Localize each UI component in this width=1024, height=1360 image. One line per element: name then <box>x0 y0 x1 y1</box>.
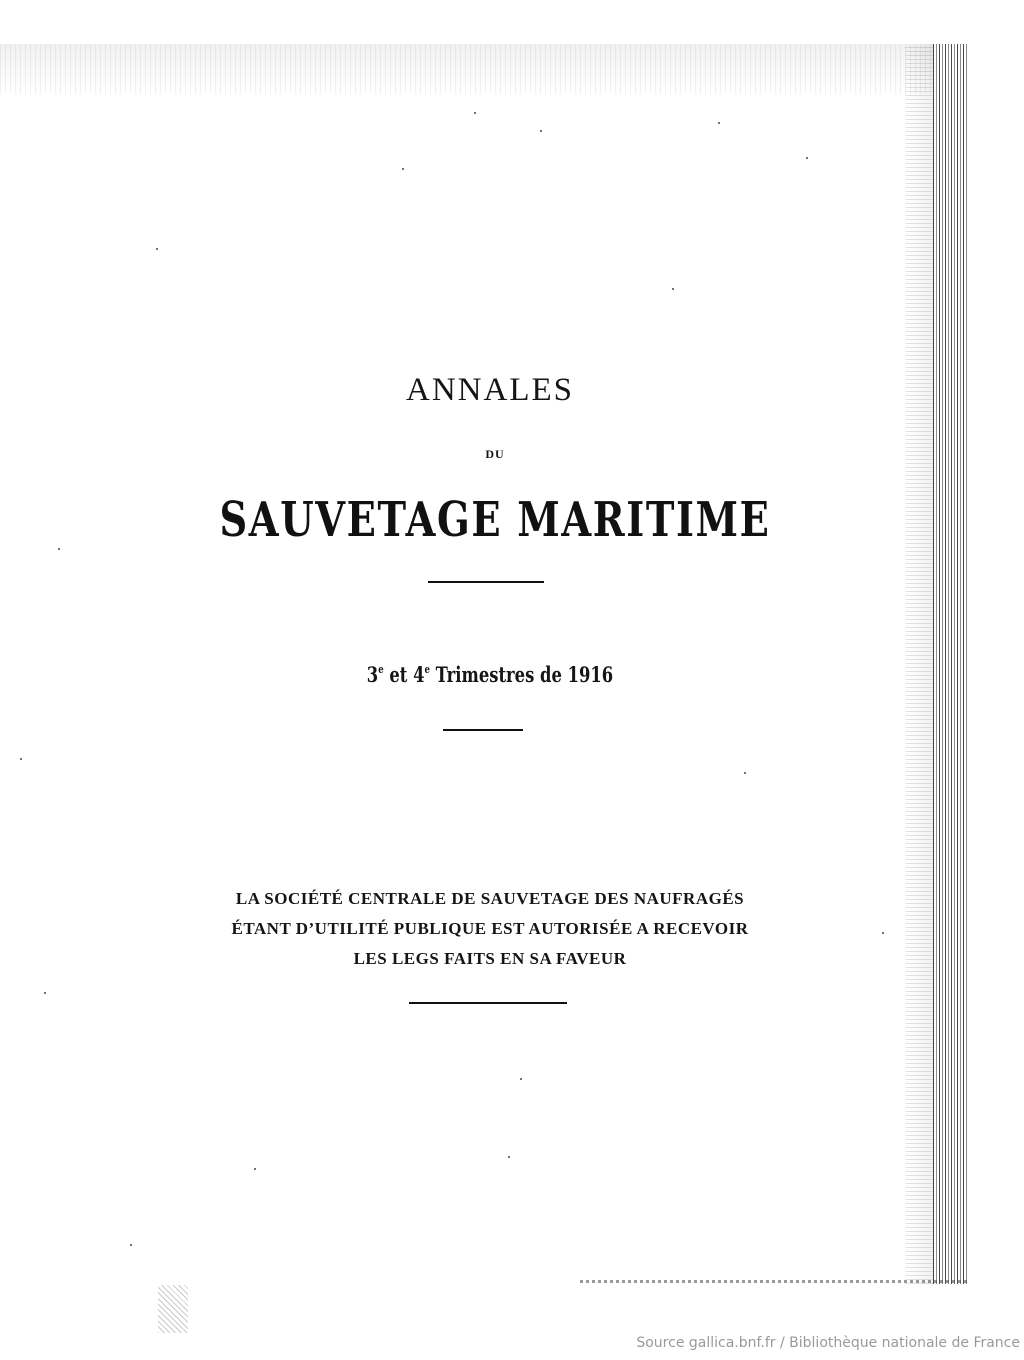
notice-line: LES LEGS FAITS EN SA FAVEUR <box>353 949 627 968</box>
title-sauvetage-maritime: SAUVETAGE MARITIME <box>219 492 771 548</box>
issue-ordinal-2: 4 <box>413 662 425 687</box>
scan-right-edge <box>905 44 935 1284</box>
notice-line: ÉTANT D’UTILITÉ PUBLIQUE EST AUTORISÉE A RECEVOIR <box>231 919 749 938</box>
scan-speck <box>474 112 476 114</box>
divider-rule <box>443 729 523 731</box>
legal-notice <box>0 884 980 974</box>
scan-speck <box>744 772 746 774</box>
issue-ordinal-2-suffix: e <box>424 663 430 676</box>
scan-speck <box>20 758 22 760</box>
issue-ordinal-1-suffix: e <box>378 663 384 676</box>
notice-line: LA SOCIÉTÉ CENTRALE DE SAUVETAGE DES NAUFRAGÉS <box>235 889 745 908</box>
scan-speck <box>254 1168 256 1170</box>
scan-speck <box>672 288 674 290</box>
title-du: DU <box>485 447 505 461</box>
scan-bottom-edge <box>580 1280 970 1283</box>
scan-smudge <box>158 1285 188 1333</box>
issue-ordinal-1: 3 <box>366 662 379 687</box>
scan-speck <box>806 157 808 159</box>
issue-period <box>108 662 872 687</box>
scan-speck <box>156 248 158 250</box>
divider-rule <box>409 1002 567 1004</box>
divider-rule <box>428 581 544 583</box>
scan-speck <box>402 168 404 170</box>
scan-speck <box>718 122 720 124</box>
issue-conjunction: et <box>389 662 408 687</box>
title-annales: ANNALES <box>406 372 574 408</box>
scan-speck <box>508 1156 510 1158</box>
page-stack-edge <box>933 44 969 1284</box>
scan-speck <box>44 992 46 994</box>
issue-text: Trimestres de 1916 <box>435 662 614 687</box>
scan-speck <box>540 130 542 132</box>
scan-speck <box>130 1244 132 1246</box>
scan-speck <box>58 548 60 550</box>
scan-speck <box>520 1078 522 1080</box>
source-credit: Source gallica.bnf.fr / Bibliothèque nationale de France <box>636 1335 1020 1351</box>
scan-top-edge <box>0 44 940 94</box>
